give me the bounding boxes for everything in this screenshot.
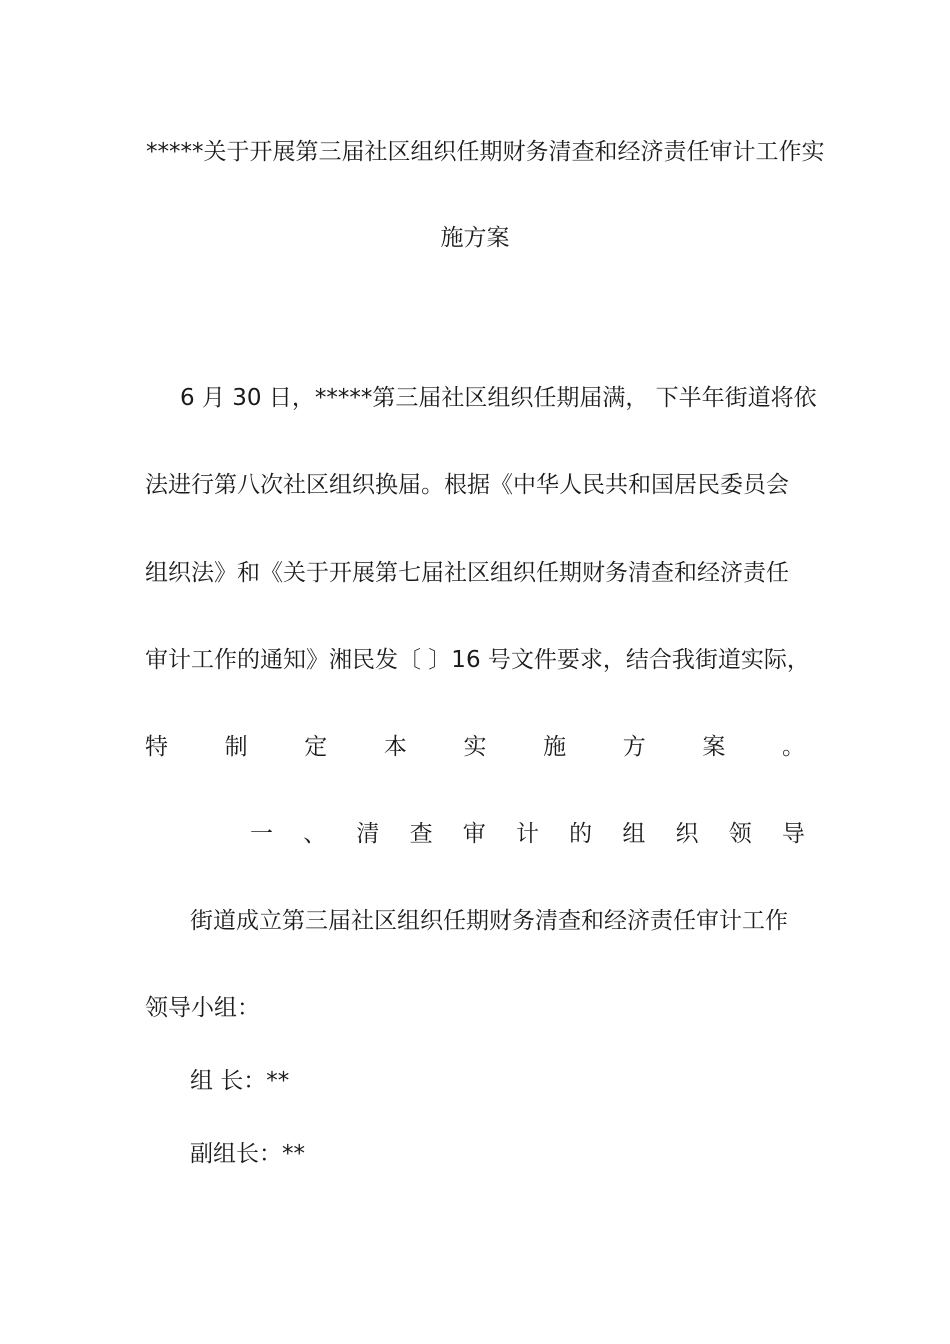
justified-char: 的 [569,821,593,847]
justified-char: 定 [304,734,328,760]
justified-char: 组 [622,821,646,847]
paragraph-line: 6 月 30 日，*****第三届社区组织任期届满， 下半年街道将依 [180,385,817,411]
justified-char: 本 [383,734,407,760]
leader-line: 组 长：** [190,1068,290,1094]
section-paragraph-line: 街道成立第三届社区组织任期财务清查和经济责任审计工作 [190,908,788,934]
justified-char: 查 [409,821,433,847]
paragraph-line: 审计工作的通知》湘民发〔 〕16 号文件要求，结合我街道实际， [145,647,810,673]
section-heading [250,819,805,849]
document-title-line-1: *****关于开展第三届社区组织任期财务清查和经济责任审计工作实 [146,139,825,165]
justified-char: 计 [515,821,539,847]
justified-char: 制 [224,734,248,760]
justified-char: 方 [622,734,646,760]
justified-char: 导 [781,821,805,847]
justified-char: 一 [250,821,273,847]
deputy-leader-line: 副组长：** [190,1141,305,1167]
section-paragraph-line: 领导小组： [145,995,260,1021]
justified-char: 。 [782,734,805,760]
justified-char: 织 [675,821,699,847]
justified-char: 案 [702,734,726,760]
justified-char: 清 [356,821,380,847]
justified-char: 、 [303,821,327,847]
justified-char: 实 [463,734,487,760]
document-title-line-2: 施方案 [440,225,510,251]
justified-char: 特 [145,734,168,760]
paragraph-last-line [145,732,805,762]
justified-char: 审 [462,821,486,847]
paragraph-line: 法进行第八次社区组织换届。根据《中华人民共和国居民委员会 [145,472,789,498]
justified-char: 领 [728,821,752,847]
justified-char: 施 [543,734,567,760]
paragraph-line: 组织法》和《关于开展第七届社区组织任期财务清查和经济责任 [145,560,789,586]
